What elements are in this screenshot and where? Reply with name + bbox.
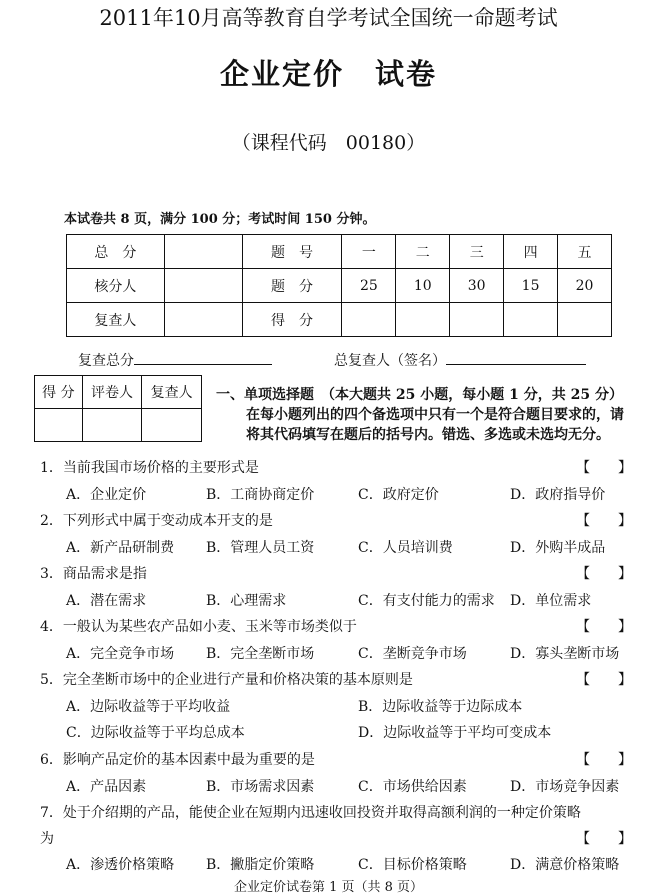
grader-header: 复查人 [142, 376, 202, 409]
reviewer-sign-line [446, 350, 586, 365]
option: A．企业定价 [66, 487, 147, 503]
option: B．市场需求因素 [206, 779, 315, 795]
score-row-total [67, 235, 612, 269]
option: D．寡头垄断市场 [510, 646, 620, 662]
answer-bracket: 【 】 [576, 831, 632, 847]
course-code: （课程代码 00180） [231, 132, 426, 154]
option: A．渗透价格策略 [66, 857, 175, 873]
cell-blank [450, 303, 504, 337]
cell-blank [342, 303, 396, 337]
cell-blank [396, 303, 450, 337]
reviewer-sign-field [334, 350, 586, 370]
option: D．边际收益等于平均可变成本 [358, 725, 552, 741]
section-desc: 将其代码填写在题后的括号内。错选、多选或未选均无分。 [246, 427, 610, 443]
answer-bracket: 【 】 [576, 672, 632, 688]
cell-value: 25 [342, 269, 396, 303]
cell-header: 一 [342, 235, 396, 269]
option: B．撇脂定价策略 [206, 857, 315, 873]
cell-blank [164, 235, 242, 269]
question-stem-continued: 为 [40, 831, 54, 847]
option: B．心理需求 [206, 593, 287, 609]
option: C．市场供给因素 [358, 779, 467, 795]
cell-blank [164, 269, 242, 303]
subject-title: 企业定价 试卷 [219, 57, 437, 91]
cell-blank [558, 303, 612, 337]
exam-intro: 本试卷共 8 页，满分 100 分；考试时间 150 分钟。 [64, 212, 376, 227]
page-footer: 企业定价试卷第 1 页（共 8 页） [233, 880, 424, 895]
option: A．边际收益等于平均收益 [66, 699, 231, 715]
cell-header: 五 [558, 235, 612, 269]
option: B．完全垄断市场 [206, 646, 315, 662]
cell-label: 总 分 [67, 235, 165, 269]
grader-header: 得 分 [35, 376, 83, 409]
score-row-obtained [67, 303, 612, 337]
cell-value: 30 [450, 269, 504, 303]
cell-label: 题 分 [242, 269, 342, 303]
option: B．边际收益等于边际成本 [358, 699, 523, 715]
question-stem: 3．商品需求是指 [40, 566, 147, 582]
option: C．边际收益等于平均总成本 [66, 725, 245, 741]
cell-value: 15 [504, 269, 558, 303]
option: A．潜在需求 [66, 593, 147, 609]
answer-bracket: 【 】 [576, 460, 632, 476]
section-title: 一、单项选择题 （本大题共 25 小题，每小题 1 分，共 25 分） [216, 387, 623, 403]
grader-cell [35, 409, 83, 442]
reviewer-sign-label: 总复查人（签名） [334, 353, 446, 369]
option: C．目标价格策略 [358, 857, 467, 873]
option: D．单位需求 [510, 593, 592, 609]
option: D．满意价格策略 [510, 857, 620, 873]
question-stem: 4．一般认为某些农产品如小麦、玉米等市场类似于 [40, 619, 357, 635]
review-total-line [134, 350, 272, 365]
option: C．有支付能力的需求 [358, 593, 495, 609]
cell-blank [504, 303, 558, 337]
grader-header: 评卷人 [82, 376, 142, 409]
option: B．管理人员工资 [206, 540, 315, 556]
grader-table [34, 375, 202, 442]
cell-label: 题 号 [242, 235, 342, 269]
answer-bracket: 【 】 [576, 752, 632, 768]
score-row-points [67, 269, 612, 303]
option: D．政府指导价 [510, 487, 606, 503]
option: A．新产品研制费 [66, 540, 175, 556]
option: A．完全竞争市场 [66, 646, 175, 662]
cell-label: 得 分 [242, 303, 342, 337]
question-stem: 2．下列形式中属于变动成本开支的是 [40, 513, 273, 529]
cell-value: 10 [396, 269, 450, 303]
option: D．市场竞争因素 [510, 779, 620, 795]
cell-label: 复查人 [67, 303, 165, 337]
answer-bracket: 【 】 [576, 513, 632, 529]
cell-blank [164, 303, 242, 337]
option: A．产品因素 [66, 779, 147, 795]
answer-bracket: 【 】 [576, 566, 632, 582]
question-stem: 6．影响产品定价的基本因素中最为重要的是 [40, 752, 315, 768]
option: C．人员培训费 [358, 540, 453, 556]
question-stem: 5．完全垄断市场中的企业进行产量和价格决策的基本原则是 [40, 672, 413, 688]
option: B．工商协商定价 [206, 487, 315, 503]
grader-cell [82, 409, 142, 442]
option: C．政府定价 [358, 487, 439, 503]
cell-header: 四 [504, 235, 558, 269]
review-total-label: 复查总分 [78, 353, 134, 369]
exam-title: 2011年10月高等教育自学考试全国统一命题考试 [99, 6, 558, 30]
cell-header: 三 [450, 235, 504, 269]
grader-cell [142, 409, 202, 442]
question-stem: 7．处于介绍期的产品，能使企业在短期内迅速收回投资并取得高额利润的一种定价策略 [40, 805, 581, 821]
option: D．外购半成品 [510, 540, 606, 556]
cell-header: 二 [396, 235, 450, 269]
question-stem: 1．当前我国市场价格的主要形式是 [40, 460, 259, 476]
score-table [66, 234, 612, 337]
cell-label: 核分人 [67, 269, 165, 303]
review-total-field [78, 350, 272, 370]
answer-bracket: 【 】 [576, 619, 632, 635]
option: C．垄断竞争市场 [358, 646, 467, 662]
cell-value: 20 [558, 269, 612, 303]
section-desc: 在每小题列出的四个备选项中只有一个是符合题目要求的，请 [246, 407, 624, 423]
